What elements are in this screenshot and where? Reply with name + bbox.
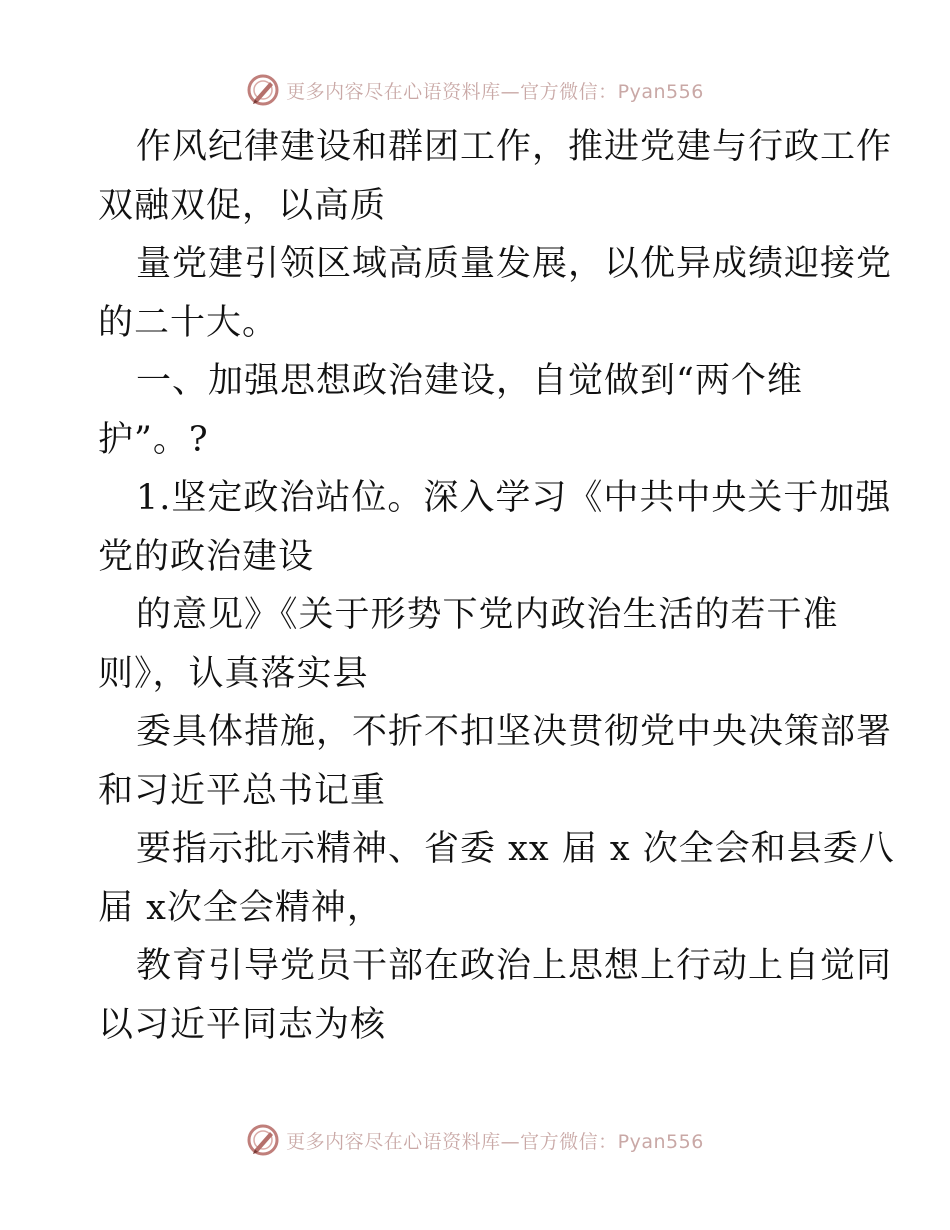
paragraph-line: 1.坚定政治站位。深入学习《中共中央关于加强 <box>136 478 892 518</box>
paragraph-line: 和习近平总书记重 <box>98 770 387 811</box>
paragraph-line: 的意见》《关于形势下党内政治生活的若干准 <box>136 595 839 635</box>
footer-watermark-banner <box>0 1120 950 1160</box>
header-watermark-banner <box>0 70 950 110</box>
paragraph-line: 届 x次全会精神， <box>98 887 383 928</box>
section-heading-line: 一、加强思想政治建设，自觉做到“两个维 <box>136 361 803 401</box>
footer-watermark-text: 更多内容尽在心语资料库—官方微信：Pyan556 <box>286 1130 704 1153</box>
paragraph-line: 作风纪律建设和群团工作，推进党建与行政工作 <box>136 127 893 167</box>
header-watermark-text: 更多内容尽在心语资料库—官方微信：Pyan556 <box>286 80 704 103</box>
document-body <box>98 118 895 1054</box>
paragraph-line: 教育引导党员干部在政治上思想上行动上自觉同 <box>136 946 893 986</box>
paragraph-line: 党的政治建设 <box>98 536 315 577</box>
paragraph-line: 的二十大。 <box>98 302 279 343</box>
pen-logo-icon <box>246 73 280 107</box>
paragraph-line: 量党建引领区域高质量发展，以优异成绩迎接党 <box>136 244 893 284</box>
pen-logo-icon <box>246 1123 280 1157</box>
paragraph-line: 委具体措施，不折不扣坚决贯彻党中央决策部署 <box>136 712 893 752</box>
paragraph-line: 双融双促，以高质 <box>98 185 387 226</box>
paragraph-line: 则》，认真落实县 <box>98 653 369 694</box>
paragraph-line: 要指示批示精神、省委 xx 届 x 次全会和县委八 <box>136 829 895 869</box>
paragraph-line: 以习近平同志为核 <box>98 1004 387 1045</box>
section-heading-line: 护”。? <box>98 419 209 460</box>
